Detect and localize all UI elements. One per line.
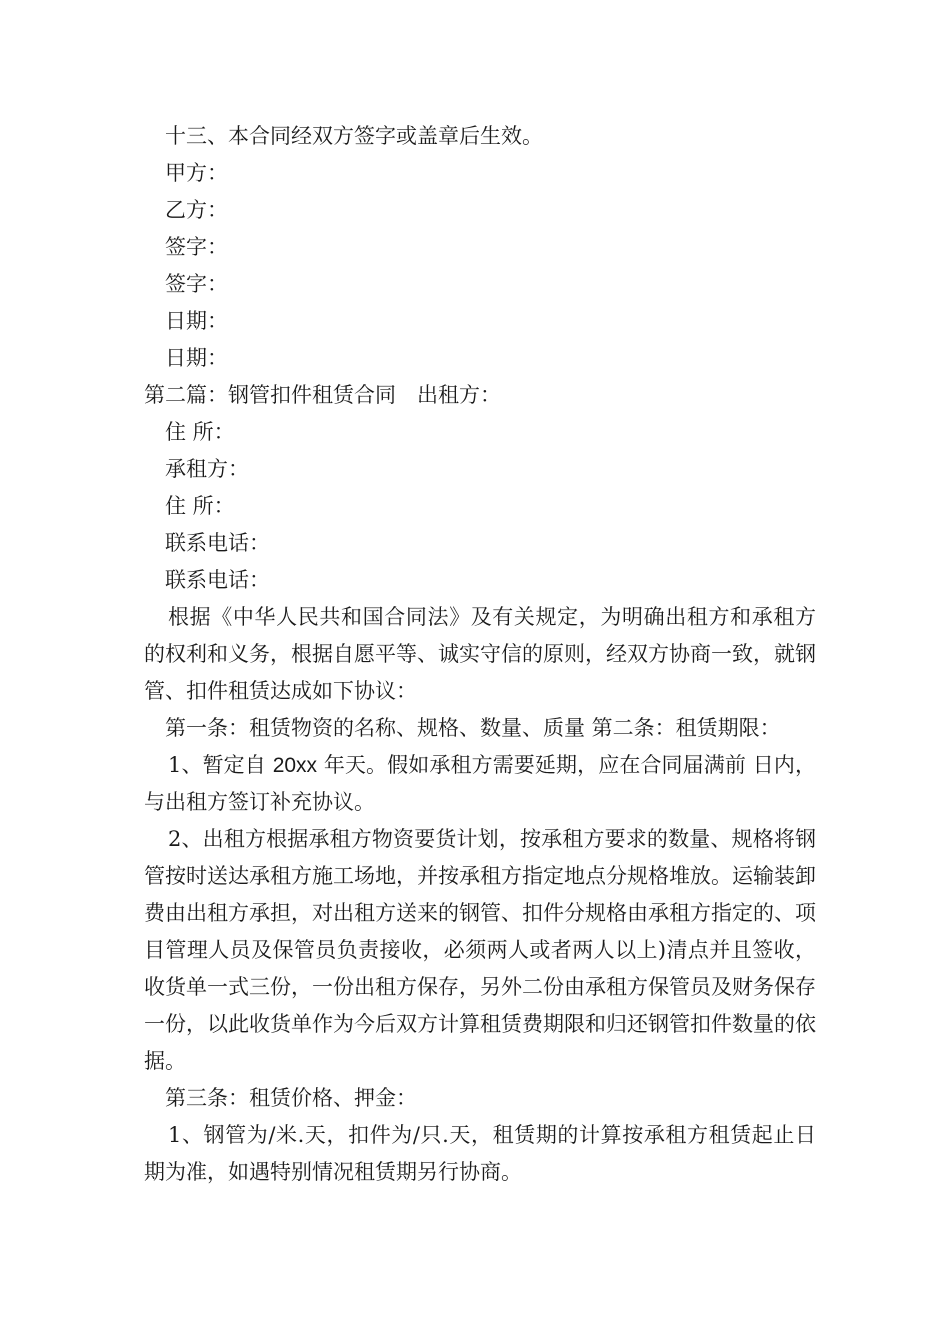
article-heading: 第一条：租赁物资的名称、规格、数量、质量 第二条：租赁期限：: [165, 716, 781, 740]
text-line: 日期：: [165, 309, 228, 333]
text-line: 十三、本合同经双方签字或盖章后生效。: [165, 124, 543, 148]
text-line: 甲方：: [165, 161, 228, 185]
text-line: 签字：: [165, 272, 228, 296]
party-line: 承租方：: [165, 457, 249, 481]
party-line: 住 所：: [165, 494, 235, 518]
clause-paragraph: 1、钢管为/米.天，扣件为/只.天，租赁期的计算按承租方租赁起止日期为准，如遇特别情况租赁期另行协商。: [144, 1123, 816, 1184]
article-heading: 第三条：租赁价格、押金：: [165, 1086, 417, 1110]
text-line: 签字：: [165, 235, 228, 259]
section-title: 第二篇：钢管扣件租赁合同 出租方：: [144, 383, 501, 407]
clause-text: 年天。假如承租方需要延期，应在合同届满前 日内，与出租方签订补充协议。: [144, 753, 816, 814]
clause-text: 1、暂定自: [168, 753, 273, 777]
document-body: [144, 118, 816, 1191]
clause-paragraph: [144, 747, 816, 821]
text-line: 乙方：: [165, 198, 228, 222]
clause-year: 20xx: [272, 754, 318, 777]
party-line: 联系电话：: [165, 531, 270, 555]
party-line: 联系电话：: [165, 568, 270, 592]
preamble-paragraph: 根据《中华人民共和国合同法》及有关规定，为明确出租方和承租方的权利和义务，根据自愿平等、诚实守信的原则，经双方协商一致，就钢管、扣件租赁达成如下协议：: [144, 605, 816, 703]
text-line: 日期：: [165, 346, 228, 370]
clause-paragraph: 2、出租方根据承租方物资要货计划，按承租方要求的数量、规格将钢管按时送达承租方施工场地，并按承租方指定地点分规格堆放。运输装卸费由出租方承担，对出租方送来的钢管、扣件分规格由承租方指定的、项目管理人员及保管员负责接收，必须两人或者两人以上)清点并且签收，收货单一式三份，一份出租方保存，另外二份由承租方保管员及财务保存一份，以此收货单作为今后双方计算租赁费期限和归还钢管扣件数量的依据。: [144, 827, 816, 1073]
party-line: 住 所：: [165, 420, 235, 444]
